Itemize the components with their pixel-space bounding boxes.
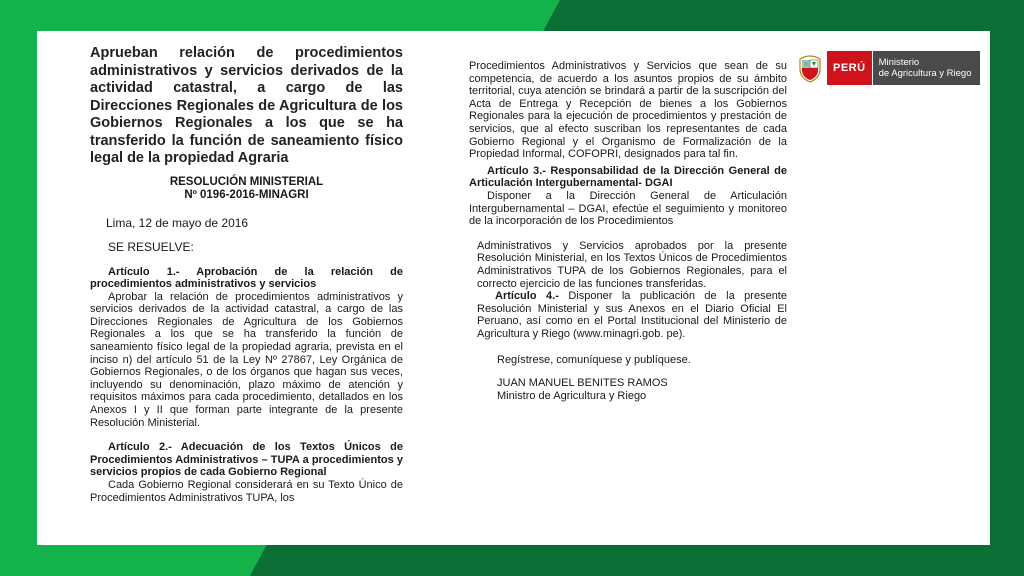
ministry-logo [797,51,980,85]
ministry-line-2: de Agricultura y Riego [878,68,972,79]
article-1-text: Aprobar la relación de procedimientos administrativos y servicios derivados de la actividad catastral, a cargo de las Direcciones Regionales de Agricultura de los Gobiernos Regionales a los que se ha transferido la función de saneamiento físico legal de la propiedad agraria, prevista en el inciso n) del artículo 51 de la Ley Nº 27867, Ley Orgánica de Gobiernos Regionales, o de los órganos que hagan sus veces, incluyendo su denominación, plazo máximo de atención y requisitos máximos para cada procedimiento, detallados en los Anexos I y II que forman parte integrante de la presente Resolución Ministerial. [90,290,403,429]
article-4-heading: Artículo 4.- [495,290,559,303]
signer-title: Ministro de Agricultura y Riego [497,389,647,402]
resolution-line-2: Nº 0196-2016-MINAGRI [184,188,309,201]
ministry-label [872,51,980,85]
resolution-number [90,176,403,202]
left-column [90,45,403,504]
article-2-continuation: Procedimientos Administrativos y Servicios que sean de su competencia, de acuerdo a los asuntos propios de su ámbito territorial, cuya atención se brindará a partir de la suscripción del Acta de Entrega y Recepción de bienes a los Gobiernos Regionales para la ejecución de procedimientos y prestación de servicios, que al efecto suscriban los representantes de cada Gobierno Regional y el Organismo de Formalización de la Propiedad Informal, COFOPRI, designados para tal fin. [469,60,787,161]
article-4-text: Disponer la publicación de la presente Resolución Ministerial y sus Anexos en el Diario Oficial El Peruano, así como en el Portal Institucional del Ministerio de Agricultura y Riego (www.minagri.gob. pe). [477,290,787,340]
article-4 [477,290,787,340]
resolution-line-1: RESOLUCIÓN MINISTERIAL [169,175,324,188]
article-3-continuation: Administrativos y Servicios aprobados por la presente Resolución Ministerial, en los Textos Únicos de Procedimientos Administrativos TUPA de los Gobiernos Regionales, para el correcto ejercicio de las funciones transferidas. [477,239,787,290]
peru-label: PERÚ [827,51,872,85]
article-3-text: Disponer a la Dirección General de Articulación Intergubernamental – DGAI, efectúe el seguimiento y monitoreo de la incorporación de los Procedimientos [469,189,787,228]
closing-text: Regístrese, comuníquese y publíquese. [497,354,691,367]
signer-name: JUAN MANUEL BENITES RAMOS [497,377,668,390]
document-page [37,31,990,545]
document-date: Lima, 12 de mayo de 2016 [106,215,249,230]
ministry-line-1: Ministerio [878,57,920,68]
middle-column [469,60,787,402]
document-title: Aprueban relación de procedimientos administrativos y servicios derivados de la actividad catastral, a cargo de las Direcciones Regionales de Agricultura de los Gobiernos Regionales a los que se ha transferido la función de saneamiento físico legal de la propiedad Agraria [90,45,403,166]
article-2-text: Cada Gobierno Regional considerará en su Texto Único de Procedimientos Administrativos TUPA, los [90,479,403,504]
coat-of-arms-icon [797,53,823,83]
article-1-heading: Artículo 1.- Aprobación de la relación de procedimientos administrativos y servicios [90,265,403,291]
se-resuelve: SE RESUELVE: [108,239,194,254]
article-3-heading: Artículo 3.- Responsabilidad de la Dirección General de Articulación Intergubernamental- DGAI [469,164,787,190]
article-2-heading: Artículo 2.- Adecuación de los Textos Únicos de Procedimientos Administrativos – TUPA a procedimientos y servicios propios de cada Gobierno Regional [90,441,403,479]
